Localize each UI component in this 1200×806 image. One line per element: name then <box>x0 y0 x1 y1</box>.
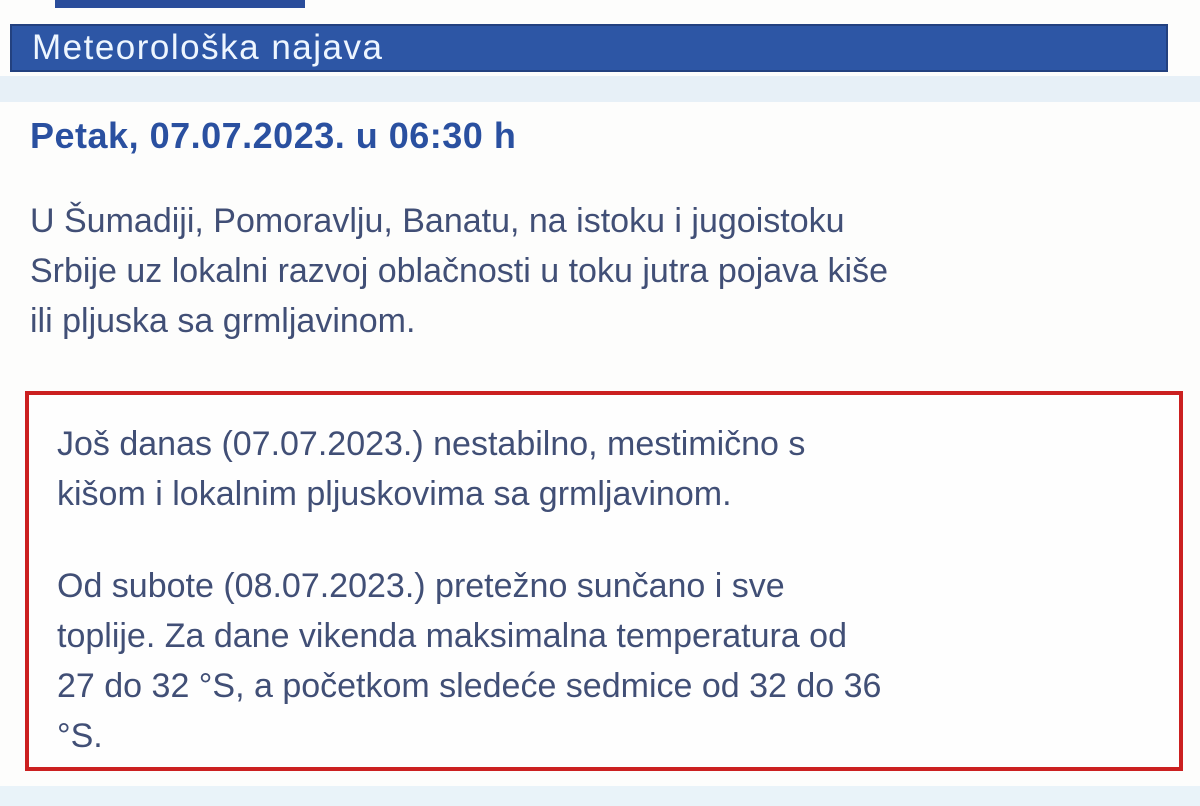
bottom-band <box>0 786 1200 806</box>
warning-line: toplije. Za dane vikenda maksimalna temperatura od <box>57 617 847 655</box>
top-bar-fragment <box>55 0 305 8</box>
warning-line: kišom i lokalnim pljuskovima sa grmljavinom. <box>57 475 732 513</box>
warning-paragraph-today <box>57 419 805 519</box>
section-title: Meteorološka najava <box>32 28 384 67</box>
forecast-date-heading: Petak, 07.07.2023. u 06:30 h <box>30 115 517 156</box>
warning-line: 27 do 32 °S, a početkom sledeće sedmice od 32 do 36 <box>57 667 882 705</box>
header-divider-band <box>0 76 1200 102</box>
warning-paragraph-weekend <box>57 561 881 761</box>
warning-line: °S. <box>57 717 103 755</box>
section-header-bar <box>10 24 1168 72</box>
warning-line: Od subote (08.07.2023.) pretežno sunčano i sve <box>57 567 785 605</box>
intro-line: Srbije uz lokalni razvoj oblačnosti u toku jutra pojava kiše <box>30 252 889 290</box>
intro-line: ili pljuska sa grmljavinom. <box>30 302 416 340</box>
intro-line: U Šumadiji, Pomoravlju, Banatu, na istoku i jugoistoku <box>30 202 845 240</box>
forecast-intro-paragraph <box>30 196 888 346</box>
warning-highlight-box <box>25 391 1183 771</box>
warning-line: Još danas (07.07.2023.) nestabilno, mestimično s <box>57 425 806 463</box>
